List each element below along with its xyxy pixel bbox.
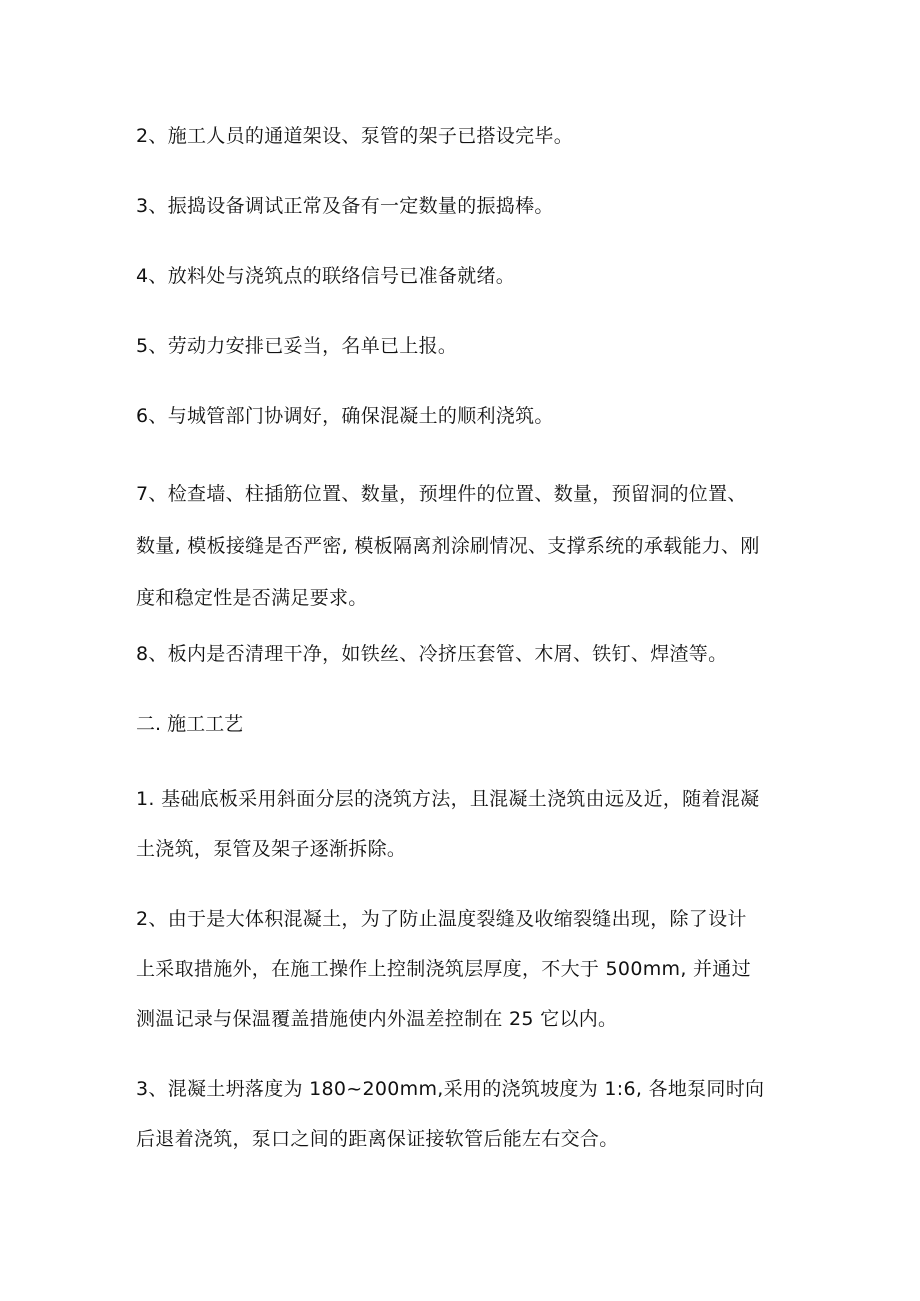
item-7 [136, 468, 796, 624]
process-1-line-1: 1. 基础底板采用斜面分层的浇筑方法，且混凝土浇筑由远及近，随着混凝 [136, 788, 760, 810]
item-5-line-1: 5、劳动力安排已妥当，名单已上报。 [136, 335, 458, 357]
process-2 [136, 894, 796, 1044]
item-7-line-3: 度和稳定性是否满足要求。 [136, 587, 368, 609]
item-4 [136, 258, 796, 294]
item-2 [136, 118, 796, 154]
process-2-line-2: 上采取措施外，在施工操作上控制浇筑层厚度，不大于 500mm, 并通过 [136, 958, 751, 980]
item-7-line-2: 数量, 模板接缝是否严密, 模板隔离剂涂刷情况、支撑系统的承载能力、刚 [136, 535, 760, 557]
item-3-line-1: 3、振捣设备调试正常及备有一定数量的振捣棒。 [136, 195, 554, 217]
item-4-line-1: 4、放料处与浇筑点的联络信号已准备就绪。 [136, 265, 516, 287]
process-3-line-1: 3、混凝土坍落度为 180~200mm,采用的浇筑坡度为 1:6, 各地泵同时向 [136, 1078, 765, 1100]
process-2-line-3: 测温记录与保温覆盖措施使内外温差控制在 25 它以内。 [136, 1008, 618, 1030]
item-6 [136, 398, 796, 434]
process-1 [136, 774, 796, 874]
item-8 [136, 636, 796, 672]
item-6-line-1: 6、与城管部门协调好，确保混凝土的顺利浇筑。 [136, 405, 554, 427]
process-1-line-2: 土浇筑，泵管及架子逐渐拆除。 [136, 838, 407, 860]
process-3-line-2: 后退着浇筑，泵口之间的距离保证接软管后能左右交合。 [136, 1128, 619, 1150]
item-3 [136, 188, 796, 224]
process-3 [136, 1064, 796, 1164]
process-2-line-1: 2、由于是大体积混凝土，为了防止温度裂缝及收缩裂缝出现，除了设计 [136, 908, 747, 930]
item-8-line-1: 8、板内是否清理干净，如铁丝、冷挤压套管、木屑、铁钉、焊渣等。 [136, 643, 728, 665]
section-title: 二. 施工工艺 [136, 713, 244, 735]
item-5 [136, 328, 796, 364]
item-2-line-1: 2、施工人员的通道架设、泵管的架子已搭设完毕。 [136, 125, 573, 147]
item-7-line-1: 7、检查墙、柱插筋位置、数量，预埋件的位置、数量，预留洞的位置、 [136, 483, 747, 505]
